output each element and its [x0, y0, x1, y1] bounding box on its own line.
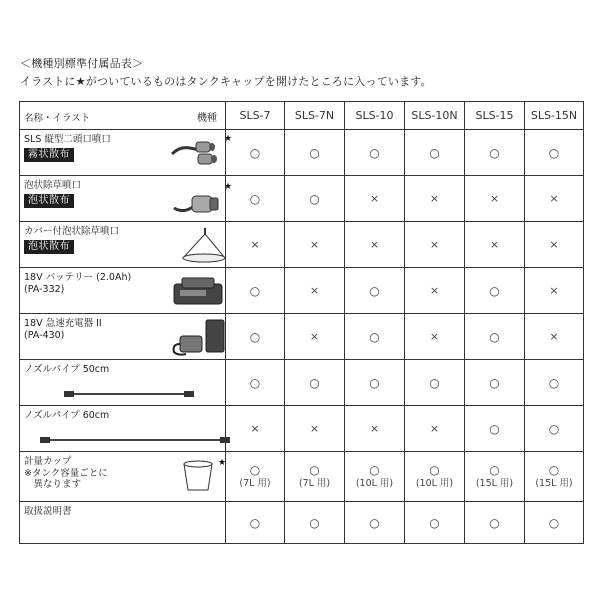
- included-mark: ○: [489, 515, 500, 530]
- item-name-line: 取扱説明書: [24, 506, 72, 517]
- nozzle-pipe-60-icon: [40, 430, 230, 449]
- item-name-cell: [20, 176, 233, 222]
- included-mark: ○: [429, 515, 440, 530]
- capacity-label: (10L 用): [415, 477, 454, 489]
- availability-cell: [525, 406, 584, 452]
- included-mark: ○: [369, 329, 380, 344]
- model-header: SLS-7: [226, 102, 285, 130]
- availability-cell: [465, 360, 525, 406]
- nozzle-pipe-50-icon: [64, 384, 194, 403]
- table-row: [20, 130, 584, 176]
- included-mark: ○: [548, 145, 560, 160]
- capacity-label: (15L 用): [475, 477, 514, 489]
- availability-cell: [345, 176, 405, 222]
- availability-cell: [226, 360, 285, 406]
- item-name-line: 計量カップ: [24, 456, 72, 467]
- charger-icon: [170, 318, 228, 362]
- availability-cell: [226, 130, 285, 176]
- included-mark: ○: [548, 515, 560, 530]
- availability-cell: [405, 502, 465, 544]
- availability-cell: [345, 360, 405, 406]
- not-included-mark: ×: [309, 237, 320, 251]
- section-title: ＜機種別標準付属品表＞: [20, 57, 144, 70]
- included-mark: ○: [249, 145, 261, 160]
- not-included-mark: ×: [429, 191, 440, 205]
- availability-cell: [525, 314, 584, 360]
- availability-cell: [405, 406, 465, 452]
- included-mark: ○: [548, 421, 560, 436]
- not-included-mark: ×: [489, 237, 500, 251]
- availability-cell: [465, 314, 525, 360]
- availability-cell: [405, 222, 465, 268]
- availability-cell: [525, 130, 584, 176]
- availability-cell: [465, 222, 525, 268]
- header-model-label: 機種: [197, 113, 217, 124]
- included-mark: ○: [429, 462, 440, 477]
- not-included-mark: ×: [549, 283, 559, 297]
- item-name-line: (PA-332): [24, 283, 65, 295]
- star-icon: ★: [224, 134, 233, 144]
- availability-cell: [525, 176, 584, 222]
- included-mark: ○: [249, 375, 261, 390]
- battery-icon: [170, 274, 226, 314]
- item-name-cell: [20, 406, 226, 452]
- not-included-mark: ×: [309, 283, 320, 297]
- model-header: SLS-15N: [525, 102, 584, 130]
- capacity-label: (7L 用): [298, 477, 331, 489]
- included-mark: ○: [249, 329, 261, 344]
- availability-cell: [345, 314, 405, 360]
- item-name-line: (PA-430): [24, 329, 65, 341]
- included-mark: ○: [249, 515, 261, 530]
- item-name-cell: [20, 222, 226, 268]
- included-mark: ○: [309, 462, 320, 477]
- table-row: [20, 360, 584, 406]
- included-mark: ○: [309, 515, 320, 530]
- availability-cell: [226, 314, 285, 360]
- item-name-line: 18V バッテリー (2.0Ah): [24, 272, 132, 283]
- not-included-mark: ×: [369, 421, 380, 435]
- not-included-mark: ×: [369, 237, 380, 251]
- availability-cell: [465, 502, 525, 544]
- availability-cell: [405, 314, 465, 360]
- item-name: [24, 180, 81, 192]
- model-header: SLS-10: [345, 102, 405, 130]
- foam-nozzle-icon: [172, 186, 222, 224]
- capacity-label: (10L 用): [355, 477, 394, 489]
- not-included-mark: ×: [429, 329, 440, 343]
- item-name: [24, 226, 119, 238]
- accessory-table: [19, 101, 584, 544]
- included-mark: ○: [309, 375, 320, 390]
- item-name: [24, 456, 108, 491]
- availability-cell: [405, 268, 465, 314]
- availability-cell: [226, 502, 285, 544]
- included-mark: ○: [369, 283, 380, 298]
- availability-cell: [345, 222, 405, 268]
- star-icon: ★: [224, 182, 233, 192]
- included-mark: ○: [369, 515, 380, 530]
- item-name-line: 泡状除草噴口: [24, 180, 82, 191]
- star-icon: ★: [218, 458, 227, 468]
- availability-cell: [226, 222, 285, 268]
- item-name-line: 異なります: [24, 479, 82, 490]
- item-name: [24, 506, 72, 518]
- not-included-mark: ×: [369, 191, 380, 205]
- not-included-mark: ×: [549, 191, 559, 205]
- item-name-line: ノズルパイプ 60cm: [24, 410, 110, 421]
- not-included-mark: ×: [489, 191, 500, 205]
- availability-cell: [525, 452, 584, 502]
- table-row: [20, 452, 584, 502]
- included-mark: ○: [429, 145, 440, 160]
- spray-type-badge: 泡状散布: [24, 194, 74, 208]
- availability-cell: [405, 176, 465, 222]
- model-header: SLS-7N: [285, 102, 345, 130]
- twin-nozzle-icon: [170, 136, 220, 174]
- included-mark: ○: [369, 462, 380, 477]
- table-row: [20, 222, 584, 268]
- availability-cell: [226, 406, 285, 452]
- included-mark: ○: [548, 462, 560, 477]
- included-mark: ○: [309, 145, 320, 160]
- availability-cell: [525, 502, 584, 544]
- availability-cell: [465, 406, 525, 452]
- item-name: [24, 318, 102, 341]
- availability-cell: [285, 130, 345, 176]
- section-note: イラストに★がついているものはタンクキャップを開けたところに入っています。: [20, 75, 432, 88]
- availability-cell: [405, 130, 465, 176]
- not-included-mark: ×: [429, 237, 440, 251]
- spray-type-badge: 霧状散布: [24, 148, 74, 162]
- availability-cell: [285, 452, 345, 502]
- included-mark: ○: [249, 462, 261, 477]
- availability-cell: [345, 452, 405, 502]
- availability-cell: [285, 502, 345, 544]
- availability-cell: [465, 268, 525, 314]
- availability-cell: [226, 176, 285, 222]
- not-included-mark: ×: [549, 329, 559, 343]
- item-name-line: カバー付泡状除草噴口: [24, 226, 120, 237]
- not-included-mark: ×: [549, 237, 559, 251]
- included-mark: ○: [548, 375, 560, 390]
- model-header: SLS-10N: [405, 102, 465, 130]
- item-name-line: SLS 縦型二頭口噴口: [24, 134, 111, 145]
- availability-cell: [285, 406, 345, 452]
- availability-cell: [465, 176, 525, 222]
- item-name: [24, 364, 109, 376]
- availability-cell: [285, 268, 345, 314]
- item-name: [24, 410, 109, 422]
- item-name: [24, 134, 111, 146]
- item-name-line: 18V 急速充電器 II: [24, 318, 102, 329]
- included-mark: ○: [429, 375, 440, 390]
- table-row: [20, 406, 584, 452]
- capacity-label: (7L 用): [239, 477, 271, 489]
- item-name-cell: [20, 130, 233, 176]
- spray-type-badge: 泡状散布: [24, 240, 74, 254]
- not-included-mark: ×: [309, 421, 320, 435]
- not-included-mark: ×: [429, 421, 440, 435]
- availability-cell: [465, 452, 525, 502]
- not-included-mark: ×: [250, 237, 260, 251]
- not-included-mark: ×: [429, 283, 440, 297]
- item-name: [24, 272, 131, 295]
- not-included-mark: ×: [309, 329, 320, 343]
- availability-cell: [465, 130, 525, 176]
- not-included-mark: ×: [250, 421, 260, 435]
- item-name-cell: [20, 360, 226, 406]
- availability-cell: [345, 130, 405, 176]
- availability-cell: [285, 314, 345, 360]
- availability-cell: [226, 452, 285, 502]
- included-mark: ○: [489, 462, 500, 477]
- availability-cell: [525, 222, 584, 268]
- table-row: [20, 502, 584, 544]
- item-name-cell: [20, 502, 226, 544]
- header-name-cell: [20, 102, 226, 130]
- table-row: [20, 268, 584, 314]
- item-name-line: ※タンク容量ごとに: [24, 467, 108, 479]
- table-row: [20, 314, 584, 360]
- availability-cell: [285, 176, 345, 222]
- availability-cell: [525, 268, 584, 314]
- item-name-cell: [20, 314, 226, 360]
- included-mark: ○: [369, 145, 380, 160]
- included-mark: ○: [489, 329, 500, 344]
- included-mark: ○: [489, 283, 500, 298]
- included-mark: ○: [489, 145, 500, 160]
- availability-cell: [285, 360, 345, 406]
- item-name-line: ノズルパイプ 50cm: [24, 364, 110, 375]
- included-mark: ○: [369, 375, 380, 390]
- availability-cell: [226, 268, 285, 314]
- header-name-label: 名称・イラスト: [24, 113, 91, 124]
- measuring-cup-icon: [180, 458, 216, 498]
- included-mark: ○: [309, 191, 320, 206]
- model-header: SLS-15: [465, 102, 525, 130]
- included-mark: ○: [489, 421, 500, 436]
- availability-cell: [345, 406, 405, 452]
- included-mark: ○: [249, 191, 261, 206]
- table-header-row: [20, 102, 584, 130]
- availability-cell: [345, 268, 405, 314]
- item-name-cell: [20, 452, 226, 502]
- availability-cell: [285, 222, 345, 268]
- item-name-cell: [20, 268, 226, 314]
- availability-cell: [405, 360, 465, 406]
- availability-cell: [345, 502, 405, 544]
- included-mark: ○: [489, 375, 500, 390]
- availability-cell: [405, 452, 465, 502]
- table-row: [20, 176, 584, 222]
- availability-cell: [525, 360, 584, 406]
- capacity-label: (15L 用): [535, 477, 573, 489]
- cone-cover-icon: [175, 228, 227, 268]
- included-mark: ○: [249, 283, 261, 298]
